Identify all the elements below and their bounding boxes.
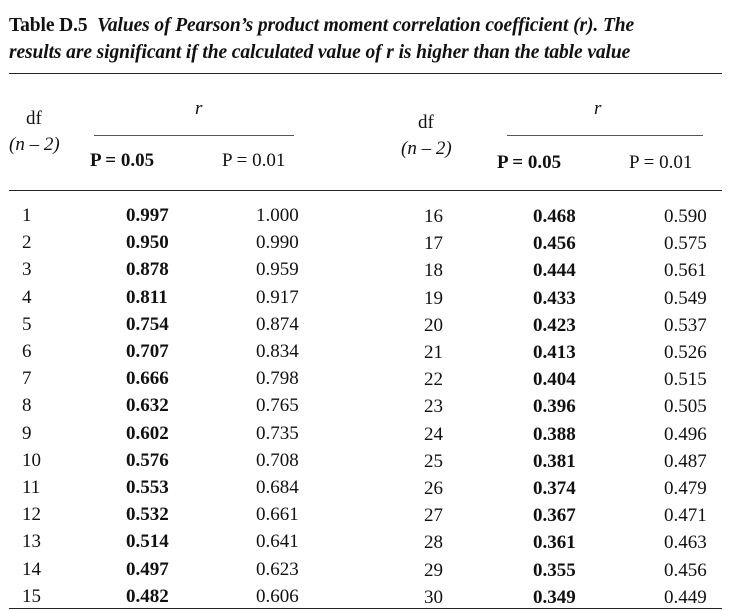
p001-cell: 0.561: [664, 260, 707, 282]
header-rule: [9, 190, 722, 191]
p005-cell: 0.413: [533, 342, 576, 364]
df-column-right: [424, 203, 464, 611]
p001-cell: 0.487: [664, 450, 707, 472]
p005-cell: 0.754: [126, 313, 169, 335]
df-cell: 28: [424, 532, 443, 554]
p005-cell: 0.666: [126, 368, 169, 390]
df-cell: 15: [22, 585, 41, 607]
df-cell: 14: [22, 558, 41, 580]
p001-cell: 0.590: [664, 206, 707, 227]
p005-cell: 0.355: [533, 559, 576, 581]
p001-cell: 0.684: [256, 477, 299, 499]
df-cell: 19: [424, 287, 443, 309]
r-header-right: r: [594, 98, 602, 119]
p001-cell: 0.515: [664, 369, 707, 391]
p001-cell: 0.449: [664, 586, 707, 608]
df-cell: 23: [424, 396, 443, 418]
r-header-left: r: [195, 98, 203, 119]
caption-line-1: [9, 12, 729, 39]
p005-cell: 0.361: [533, 532, 576, 554]
p005-cell: 0.514: [126, 531, 169, 553]
df-cell: 24: [424, 423, 443, 445]
p001-cell: 0.708: [256, 449, 299, 471]
p005-cell: 0.811: [126, 286, 168, 308]
p005-cell: 0.374: [533, 478, 576, 500]
p005-cell: 0.632: [126, 395, 169, 417]
p001-cell: 0.549: [664, 287, 707, 309]
p001-cell: 0.526: [664, 342, 707, 364]
p005-cell: 0.381: [533, 450, 576, 472]
df-sub-header-right: (n – 2): [401, 138, 452, 159]
df-cell: 30: [424, 586, 443, 608]
p001-cell: 0.537: [664, 314, 707, 336]
p005-cell: 0.444: [533, 260, 576, 282]
df-cell: 22: [424, 369, 443, 391]
df-sub-header-left: (n – 2): [9, 134, 60, 155]
p005-cell: 0.602: [126, 422, 169, 444]
p005-column-left: [126, 202, 186, 610]
p001-cell: 0.990: [256, 232, 299, 254]
df-cell: 18: [424, 260, 443, 282]
p001-column-right: [664, 203, 724, 611]
df-cell: 26: [424, 478, 443, 500]
p001-cell: 0.834: [256, 341, 299, 363]
df-header-left: df: [26, 108, 42, 129]
df-cell: 5: [22, 313, 32, 335]
df-cell: 16: [424, 206, 443, 227]
bottom-rule: [9, 608, 722, 609]
p001-cell: 0.959: [256, 259, 299, 281]
p001-column-left: [256, 202, 316, 610]
p005-cell: 0.532: [126, 504, 169, 526]
df-cell: 21: [424, 342, 443, 364]
df-cell: 27: [424, 505, 443, 527]
df-cell: 8: [22, 395, 32, 417]
p001-cell: 1.000: [256, 205, 299, 226]
p001-header-right: P = 0.01: [629, 152, 693, 173]
p005-cell: 0.997: [126, 205, 169, 226]
p005-column-right: [533, 203, 593, 611]
table-caption: [9, 12, 729, 66]
r-underline-right: [507, 135, 703, 136]
p001-cell: 0.623: [256, 558, 299, 580]
df-cell: 4: [22, 286, 32, 308]
p001-header-left: P = 0.01: [222, 150, 286, 171]
df-cell: 20: [424, 314, 443, 336]
p001-cell: 0.661: [256, 504, 299, 526]
p005-cell: 0.349: [533, 586, 576, 608]
p001-cell: 0.456: [664, 559, 707, 581]
p001-cell: 0.479: [664, 478, 707, 500]
p005-cell: 0.576: [126, 449, 169, 471]
p005-header-right: P = 0.05: [497, 152, 562, 173]
p001-cell: 0.496: [664, 423, 707, 445]
caption-text-line-2: results are significant if the calculated value of r is higher than the table value: [9, 42, 631, 63]
p001-cell: 0.471: [664, 505, 707, 527]
p005-cell: 0.553: [126, 477, 169, 499]
p005-cell: 0.878: [126, 259, 169, 281]
p001-cell: 0.735: [256, 422, 299, 444]
p005-cell: 0.367: [533, 505, 576, 527]
caption-label: Table D.5: [9, 15, 88, 36]
df-cell: 7: [22, 368, 32, 390]
df-cell: 6: [22, 341, 32, 363]
p001-cell: 0.463: [664, 532, 707, 554]
top-rule: [9, 73, 722, 74]
p005-cell: 0.404: [533, 369, 576, 391]
p001-cell: 0.798: [256, 368, 299, 390]
df-cell: 11: [22, 477, 41, 499]
p001-cell: 0.641: [256, 531, 299, 553]
df-cell: 9: [22, 422, 32, 444]
p005-cell: 0.497: [126, 558, 169, 580]
df-cell: 10: [22, 449, 41, 471]
df-cell: 17: [424, 233, 443, 255]
p001-cell: 0.505: [664, 396, 707, 418]
p005-cell: 0.388: [533, 423, 576, 445]
p005-header-left: P = 0.05: [90, 150, 155, 171]
p005-cell: 0.433: [533, 287, 576, 309]
p001-cell: 0.765: [256, 395, 299, 417]
r-underline-left: [94, 135, 294, 136]
df-cell: 2: [22, 232, 32, 254]
p001-cell: 0.917: [256, 286, 299, 308]
df-cell: 25: [424, 450, 443, 472]
df-column-left: [22, 202, 62, 610]
p005-cell: 0.707: [126, 341, 169, 363]
p001-cell: 0.575: [664, 233, 707, 255]
p005-cell: 0.396: [533, 396, 576, 418]
df-header-right: df: [418, 112, 434, 133]
p005-cell: 0.950: [126, 232, 169, 254]
df-cell: 3: [22, 259, 32, 281]
p005-cell: 0.468: [533, 206, 576, 227]
p005-cell: 0.482: [126, 585, 169, 607]
df-cell: 1: [22, 205, 32, 226]
df-cell: 13: [22, 531, 41, 553]
p001-cell: 0.606: [256, 585, 299, 607]
p005-cell: 0.423: [533, 314, 576, 336]
p001-cell: 0.874: [256, 313, 299, 335]
df-cell: 29: [424, 559, 443, 581]
caption-text-line-1: Values of Pearson’s product moment correlation coefficient (r). The: [97, 15, 635, 36]
df-cell: 12: [22, 504, 41, 526]
p005-cell: 0.456: [533, 233, 576, 255]
